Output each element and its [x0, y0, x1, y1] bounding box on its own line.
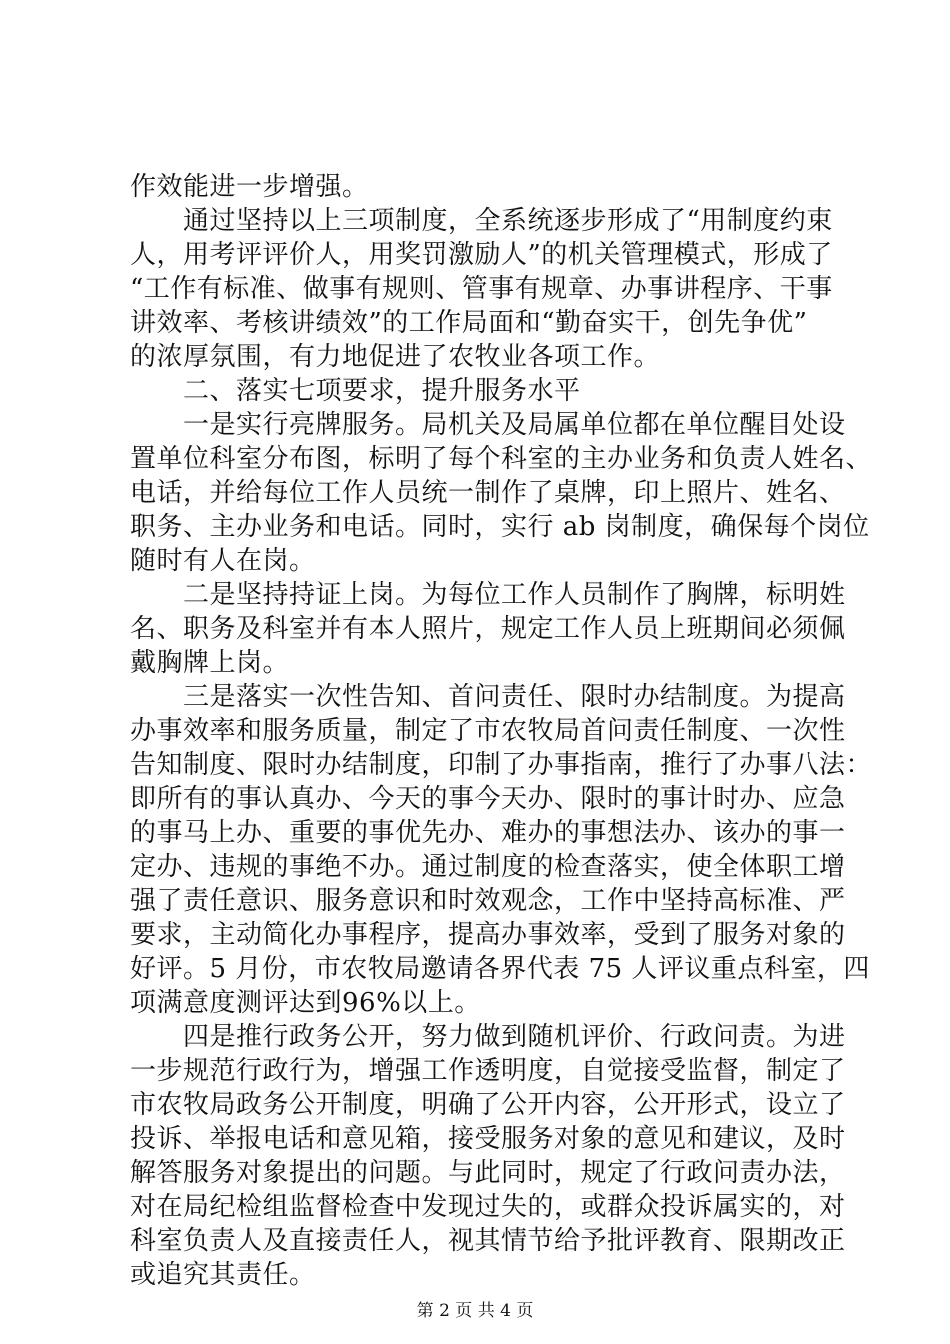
body-text-line: 一步规范行政行为，增强工作透明度，自觉接受监督，制定了 [130, 1056, 846, 1086]
body-text-line: 好评。5 月份，市农牧局邀请各界代表 75 人评议重点科室，四 [130, 954, 870, 984]
body-text-line: 要求，主动简化办事程序，提高办事效率，受到了服务对象的 [130, 920, 846, 950]
body-text-line: 或追究其责任。 [130, 1260, 316, 1290]
body-text-line: 一是实行亮牌服务。局机关及局属单位都在单位醒目处设 [130, 410, 846, 440]
body-text-line: 通过坚持以上三项制度，全系统逐步形成了“用制度约束 [130, 206, 833, 236]
body-text-line: 告知制度、限时办结制度，印制了办事指南，推行了办事八法： [130, 750, 873, 780]
body-text-line: 戴胸牌上岗。 [130, 648, 290, 678]
body-text-line: 科室负责人及直接责任人，视其情节给予批评教育、限期改正 [130, 1226, 846, 1256]
body-text-line: 的事马上办、重要的事优先办、难办的事想法办、该办的事一 [130, 818, 846, 848]
body-text-line: 的浓厚氛围，有力地促进了农牧业各项工作。 [130, 342, 661, 372]
body-text-line: 电话，并给每位工作人员统一制作了桌牌，印上照片、姓名、 [130, 478, 846, 508]
body-text-line: 置单位科室分布图，标明了每个科室的主办业务和负责人姓名、 [130, 444, 873, 474]
body-text-line: 名、职务及科室并有本人照片，规定工作人员上班期间必须佩 [130, 614, 846, 644]
body-text-line: 三是落实一次性告知、首问责任、限时办结制度。为提高 [130, 682, 846, 712]
body-text-line: 即所有的事认真办、今天的事今天办、限时的事计时办、应急 [130, 784, 846, 814]
body-text-line: 办事效率和服务质量，制定了市农牧局首问责任制度、一次性 [130, 716, 846, 746]
body-text-line: 解答服务对象提出的问题。与此同时，规定了行政问责办法， [130, 1158, 846, 1188]
body-text-line: 投诉、举报电话和意见箱，接受服务对象的意见和建议，及时 [130, 1124, 846, 1154]
body-text-line: 对在局纪检组监督检查中发现过失的，或群众投诉属实的，对 [130, 1192, 846, 1222]
body-text-line: 二是坚持持证上岗。为每位工作人员制作了胸牌，标明姓 [130, 580, 846, 610]
body-text-line: 讲效率、考核讲绩效”的工作局面和“勤奋实干，创先争优” [130, 308, 808, 338]
body-text-line: 强了责任意识、服务意识和时效观念，工作中坚持高标准、严 [130, 886, 846, 916]
body-text-line: 随时有人在岗。 [130, 546, 316, 576]
body-text-line: “工作有标准、做事有规则、管事有规章、办事讲程序、干事 [130, 274, 833, 304]
body-text-line: 作效能进一步增强。 [130, 172, 369, 202]
page-footer: 第 2 页 共 4 页 [416, 1301, 534, 1321]
body-text-line: 四是推行政务公开，努力做到随机评价、行政问责。为进 [130, 1022, 846, 1052]
body-text-line: 人，用考评评价人，用奖罚激励人”的机关管理模式，形成了 [130, 240, 833, 270]
section-heading: 二、落实七项要求，提升服务水平 [130, 376, 581, 406]
body-text-line: 项满意度测评达到96%以上。 [130, 988, 481, 1018]
body-text-line: 定办、违规的事绝不办。通过制度的检查落实，使全体职工增 [130, 852, 846, 882]
body-text-line: 职务、主办业务和电话。同时，实行 ab 岗制度，确保每个岗位 [130, 512, 870, 542]
body-text-line: 市农牧局政务公开制度，明确了公开内容，公开形式，设立了 [130, 1090, 846, 1120]
